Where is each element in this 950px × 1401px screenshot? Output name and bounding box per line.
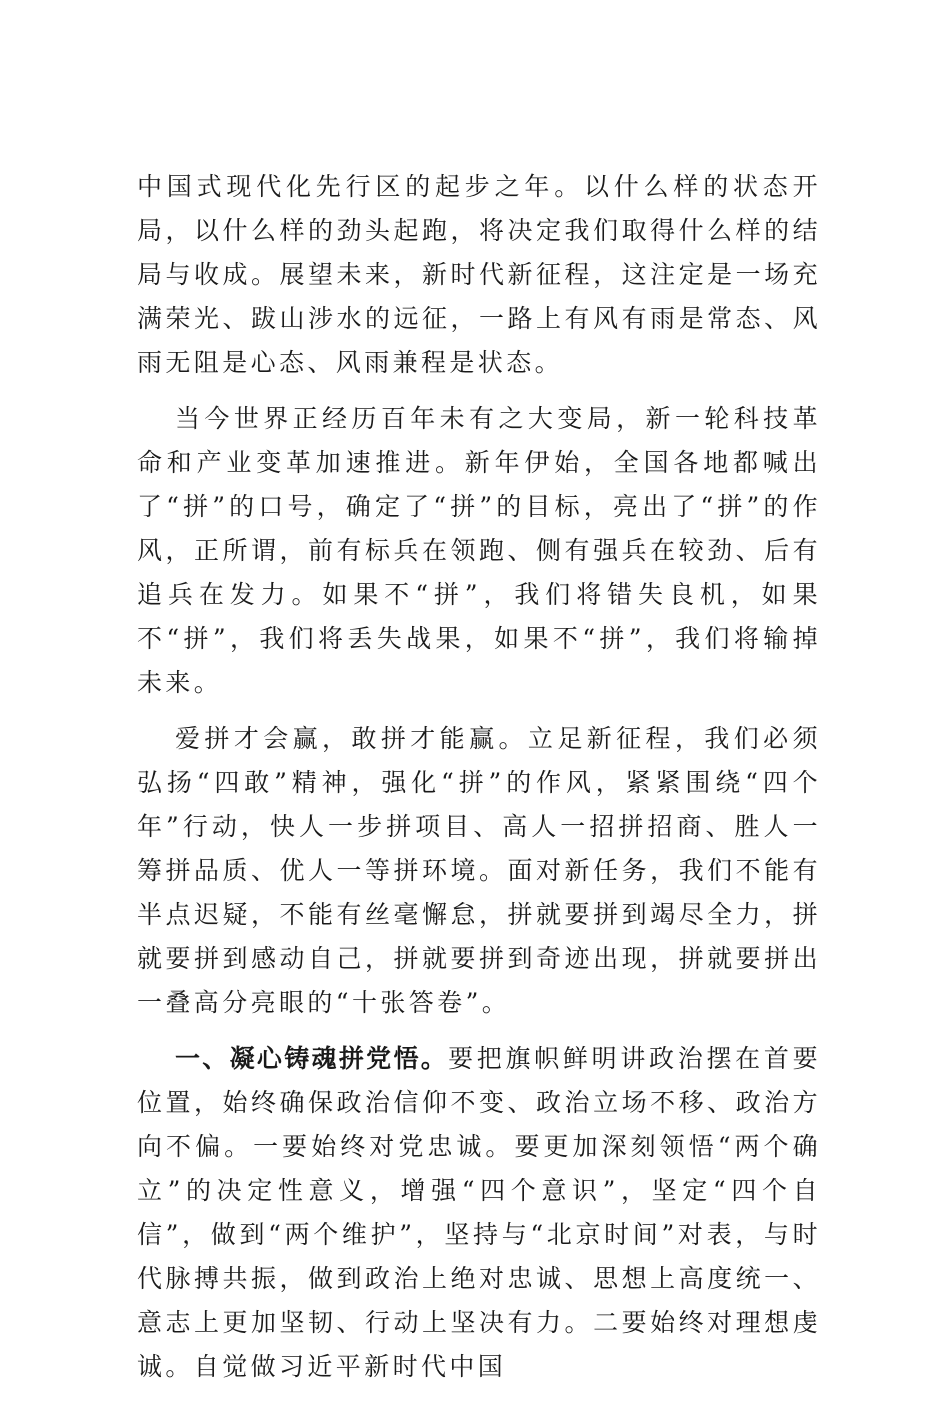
paragraph-4-text: 要把旗帜鲜明讲政治摆在首要位置，始终确保政治信仰不变、政治立场不移、政治方向不偏。一要始终对党忠诚。要更加深刻领悟“两个确立”的决定性意义，增强“四个意识”，坚定“四个自信”，做到“两个维护”，坚持与“北京时间”对表，与时代脉搏共振，做到政治上绝对忠诚、思想上高度统一、意志上更加坚韧、行动上坚决有力。二要始终对理想虔诚。自觉做习近平新时代中国: [137, 1044, 821, 1381]
paragraph-1-text: 中国式现代化先行区的起步之年。以什么样的状态开局，以什么样的劲头起跑，将决定我们取得什么样的结局与收成。展望未来，新时代新征程，这注定是一场充满荣光、跋山涉水的远征，一路上有风有雨是常态、风雨无阻是心态、风雨兼程是状态。: [137, 172, 821, 377]
paragraph-2: [137, 397, 821, 705]
document-body: [137, 165, 821, 1401]
paragraph-3: [137, 717, 821, 1025]
paragraph-1: [137, 165, 821, 385]
paragraph-3-text: 爱拼才会赢，敢拼才能赢。立足新征程，我们必须弘扬“四敢”精神，强化“拼”的作风，紧紧围绕“四个年”行动，快人一步拼项目、高人一招拼招商、胜人一筹拼品质、优人一等拼环境。面对新任务，我们不能有半点迟疑，不能有丝毫懈怠，拼就要拼到竭尽全力，拼就要拼到感动自己，拼就要拼到奇迹出现，拼就要拼出一叠高分亮眼的“十张答卷”。: [137, 724, 821, 1017]
section-heading-1: 一、凝心铸魂拼党悟。: [175, 1044, 449, 1073]
paragraph-2-text: 当今世界正经历百年未有之大变局，新一轮科技革命和产业变革加速推进。新年伊始，全国各地都喊出了“拼”的口号，确定了“拼”的目标，亮出了“拼”的作风，正所谓，前有标兵在领跑、侧有强兵在较劲、后有追兵在发力。如果不“拼”，我们将错失良机，如果不“拼”，我们将丢失战果，如果不“拼”，我们将输掉未来。: [137, 404, 821, 697]
paragraph-4: [137, 1037, 821, 1389]
